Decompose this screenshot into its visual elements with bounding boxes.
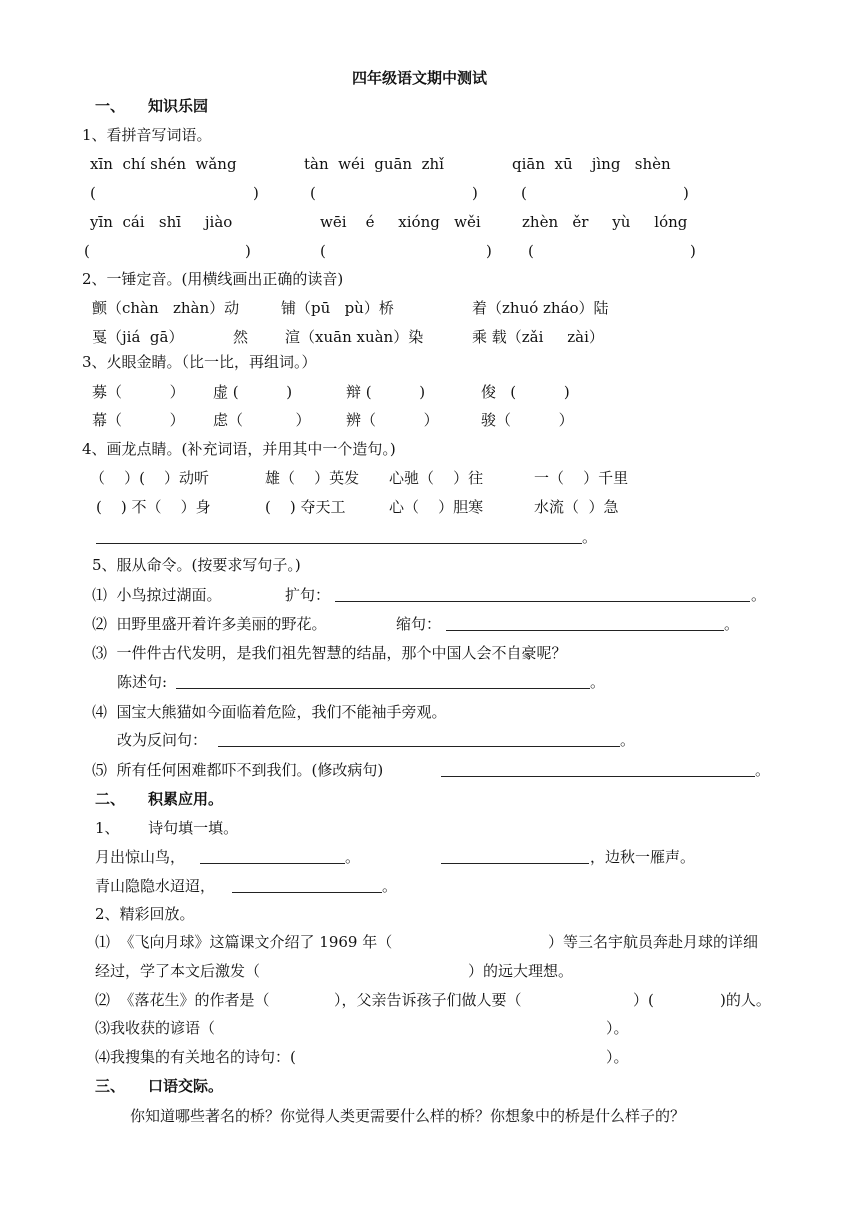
q3-item: 虑（ ） (213, 411, 311, 429)
q5-task-3: 陈述句: (117, 673, 168, 691)
q1-bracket-open: ( (528, 242, 534, 260)
q4-idiom: ( ) 夺天工 (265, 498, 346, 516)
s2-q2-item-2a: ⑵ 《落花生》的作者是（ (95, 991, 270, 1009)
q2-item: 铺（pū pù）桥 (281, 299, 394, 317)
q3-item: 募（ ） (92, 383, 185, 401)
s2-q2-item-1a: ⑴ 《飞向月球》这篇课文介绍了 1969 年（ (95, 933, 393, 951)
q1-bracket-close: ) (683, 184, 689, 202)
s2-q2-item-4b: ）。 (606, 1048, 629, 1066)
poem-blank-1[interactable] (200, 863, 345, 864)
q1-bracket-open: ( (320, 242, 326, 260)
s2-q2-item-3b: ）。 (606, 1019, 629, 1037)
q1-pinyin-4: yīn cái shī jiào (90, 213, 233, 231)
q1-bracket-open: ( (521, 184, 527, 202)
s2-q2-item-1d: ）的远大理想。 (468, 962, 574, 980)
q5-task-2: 缩句： (396, 615, 442, 633)
poem-end-mark: 。 (345, 848, 361, 866)
q5-end-mark: 。 (590, 673, 606, 691)
section3-heading: 口语交际。 (148, 1077, 224, 1095)
q3-item: 辩 ( ) (346, 383, 426, 401)
q4-label: 4、画龙点睛。(补充词语，并用其中一个造句。) (82, 440, 396, 458)
poem-blank-3[interactable] (232, 892, 382, 893)
poem-line-1a: 月出惊山鸟， (95, 848, 186, 866)
s2-q2-item-3a: ⑶我收获的谚语（ (95, 1019, 216, 1037)
s2-q2-item-4a: ⑷我搜集的有关地名的诗句：( (95, 1048, 296, 1066)
q2-item: 然 (233, 328, 249, 346)
q1-bracket-close: ) (472, 184, 478, 202)
s2-q2-item-2d: )的人。 (720, 991, 771, 1009)
q5-end-mark: 。 (724, 615, 740, 633)
q1-bracket-open: ( (84, 242, 90, 260)
q5-answer-line-1[interactable] (335, 601, 750, 602)
poem-line-2: 青山隐隐水迢迢， (95, 877, 216, 895)
q4-idiom: 心驰（ ）往 (389, 469, 484, 487)
q1-pinyin-2: tàn wéi guān zhǐ (304, 155, 444, 173)
q1-label: 1、看拼音写词语。 (82, 126, 212, 144)
q5-end-mark: 。 (620, 731, 636, 749)
q4-idiom: 心（ ）胆寒 (389, 498, 484, 516)
q2-item: 戛（jiá gā） (92, 328, 184, 346)
q4-end-mark: 。 (582, 528, 598, 546)
s2-q2-item-1b: ）等三名宇航员奔赴月球的详细 (548, 933, 759, 951)
s2-q2-item-2c: ）( (633, 991, 654, 1009)
poem-line-1b: ，边秋一雁声。 (590, 848, 696, 866)
q2-item: 着（zhuó zháo）陆 (472, 299, 609, 317)
q5-end-mark: 。 (751, 586, 767, 604)
q3-item: 虚 ( ) (213, 383, 293, 401)
q5-item-3: ⑶ 一件件古代发明，是我们祖先智慧的结晶，那个中国人会不自豪呢？ (92, 644, 567, 662)
q3-item: 辨（ ） (346, 411, 439, 429)
q2-item: 渲（xuān xuàn）染 (285, 328, 424, 346)
q3-label: 3、火眼金睛。（比一比，再组词。） (82, 353, 317, 371)
q5-end-mark: 。 (755, 761, 771, 779)
q4-idiom: 雄（ ）英发 (265, 469, 360, 487)
section3-number: 三、 (95, 1077, 126, 1095)
q4-answer-line[interactable] (96, 543, 582, 544)
q5-label: 5、服从命令。(按要求写句子。) (92, 556, 301, 574)
q5-item-4: ⑷ 国宝大熊猫如今面临着危险，我们不能袖手旁观。 (92, 703, 447, 721)
s2-q2-label: 2、精彩回放。 (95, 905, 195, 923)
q5-answer-line-5[interactable] (441, 776, 755, 777)
q4-idiom: ( ) 不（ ）身 (96, 498, 211, 516)
q5-answer-line-3[interactable] (176, 688, 590, 689)
q3-item: 俊 ( ) (481, 383, 570, 401)
q1-pinyin-1: xīn chí shén wǎng (90, 155, 237, 173)
q1-pinyin-6: zhèn ěr yù lóng (522, 213, 688, 231)
q5-item-1: ⑴ 小鸟掠过湖面。 (92, 586, 222, 604)
q5-answer-line-2[interactable] (446, 630, 724, 631)
q4-idiom: （ ）( ）动听 (90, 469, 209, 487)
q3-item: 骏（ ） (481, 411, 574, 429)
section2-number: 二、 (95, 790, 126, 808)
q5-task-1: 扩句： (285, 586, 331, 604)
q1-pinyin-5: wēi é xióng wěi (320, 213, 481, 231)
q5-answer-line-4[interactable] (218, 746, 620, 747)
q1-bracket-close: ) (253, 184, 259, 202)
s2-q2-item-2b: ），父亲告诉孩子们做人要（ (334, 991, 522, 1009)
section3-prompt: 你知道哪些著名的桥？你觉得人类更需要什么样的桥？你想象中的桥是什么样子的？ (130, 1107, 686, 1125)
q5-item-2: ⑵ 田野里盛开着许多美丽的野花。 (92, 615, 327, 633)
section1-number: 一、 (95, 97, 126, 115)
q1-bracket-close: ) (690, 242, 696, 260)
q5-task-4: 改为反问句： (117, 731, 208, 749)
q1-bracket-open: ( (310, 184, 316, 202)
q2-item: 乘 载（zǎi zài） (472, 328, 604, 346)
section2-heading: 积累应用。 (148, 790, 224, 808)
q1-bracket-close: ) (245, 242, 251, 260)
q1-pinyin-3: qiān xū jìng shèn (512, 155, 671, 173)
q1-bracket-close: ) (486, 242, 492, 260)
q4-idiom: 水流（ ）急 (534, 498, 619, 516)
q2-label: 2、一锤定音。(用横线画出正确的读音) (82, 270, 344, 288)
q1-bracket-open: ( (90, 184, 96, 202)
page-title: 四年级语文期中测试 (352, 69, 488, 87)
q2-item: 颤（chàn zhàn）动 (92, 299, 240, 317)
poem-end-mark: 。 (382, 877, 398, 895)
poem-blank-2[interactable] (441, 863, 589, 864)
section1-heading: 知识乐园 (148, 97, 209, 115)
s2-q2-item-1c: 经过，学了本文后激发（ (95, 962, 261, 980)
q5-item-5: ⑸ 所有任何困难都吓不到我们。(修改病句) (92, 761, 384, 779)
q3-item: 幕（ ） (92, 411, 185, 429)
s2-q1-label: 1、 诗句填一填。 (95, 819, 239, 837)
q4-idiom: 一（ ）千里 (534, 469, 629, 487)
